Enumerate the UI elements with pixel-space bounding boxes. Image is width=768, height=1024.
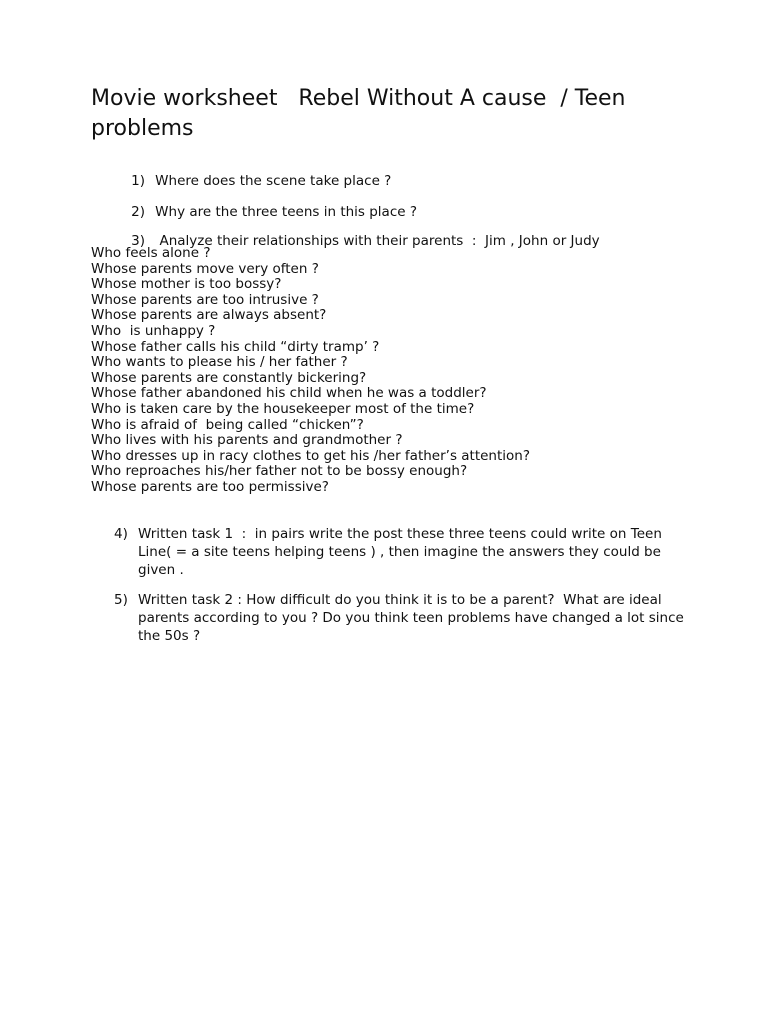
task-number: 4) bbox=[114, 526, 128, 542]
list-item: Whose parents are always absent? bbox=[91, 307, 327, 324]
list-item: Who is unhappy ? bbox=[91, 322, 216, 339]
written-task-2 bbox=[114, 591, 694, 645]
question-text: Analyze their relationships with their parents : Jim , John or Judy bbox=[155, 233, 600, 249]
question-number: 2) bbox=[131, 204, 146, 220]
question-text: Where does the scene take place ? bbox=[155, 173, 392, 189]
task-number: 5) bbox=[114, 592, 128, 608]
question-text: Why are the three teens in this place ? bbox=[155, 204, 418, 220]
list-item: Who is taken care by the housekeeper most of the time? bbox=[91, 400, 475, 417]
list-item: Who reproaches his/her father not to be bossy enough? bbox=[91, 463, 468, 480]
list-item: Whose father calls his child “dirty tramp’ ? bbox=[91, 338, 380, 355]
list-item: Who wants to please his / her father ? bbox=[91, 354, 348, 371]
task-text: Written task 2 : How difficult do you think it is to be a parent? What are ideal parents according to you ? Do you think teen problems have changed a lot since the 50s ? bbox=[138, 592, 689, 644]
list-item: Whose parents are too intrusive ? bbox=[91, 291, 319, 308]
list-item: Whose mother is too bossy? bbox=[91, 276, 282, 293]
list-item: Whose parents are constantly bickering? bbox=[91, 369, 367, 386]
task-text: Written task 1 : in pairs write the post these three teens could write on Teen Line( = a site teens helping teens ) , then imagine the answers they could be given . bbox=[138, 526, 671, 578]
written-task-1 bbox=[114, 525, 694, 579]
list-item: Who is afraid of being called “chicken”? bbox=[91, 416, 364, 433]
list-item: Whose parents move very often ? bbox=[91, 260, 319, 277]
question-number: 1) bbox=[131, 173, 146, 189]
page-title: Movie worksheet Rebel Without A cause / Teen problems bbox=[91, 86, 633, 141]
list-item: Whose father abandoned his child when he was a toddler? bbox=[91, 385, 487, 402]
question-number: 3) bbox=[131, 233, 146, 249]
list-item: Who lives with his parents and grandmother ? bbox=[91, 432, 403, 449]
list-item: Who feels alone ? bbox=[91, 245, 211, 261]
who-questions-list bbox=[91, 246, 530, 496]
list-item: Who dresses up in racy clothes to get his /her father’s attention? bbox=[91, 447, 531, 464]
list-item: Whose parents are too permissive? bbox=[91, 478, 329, 495]
